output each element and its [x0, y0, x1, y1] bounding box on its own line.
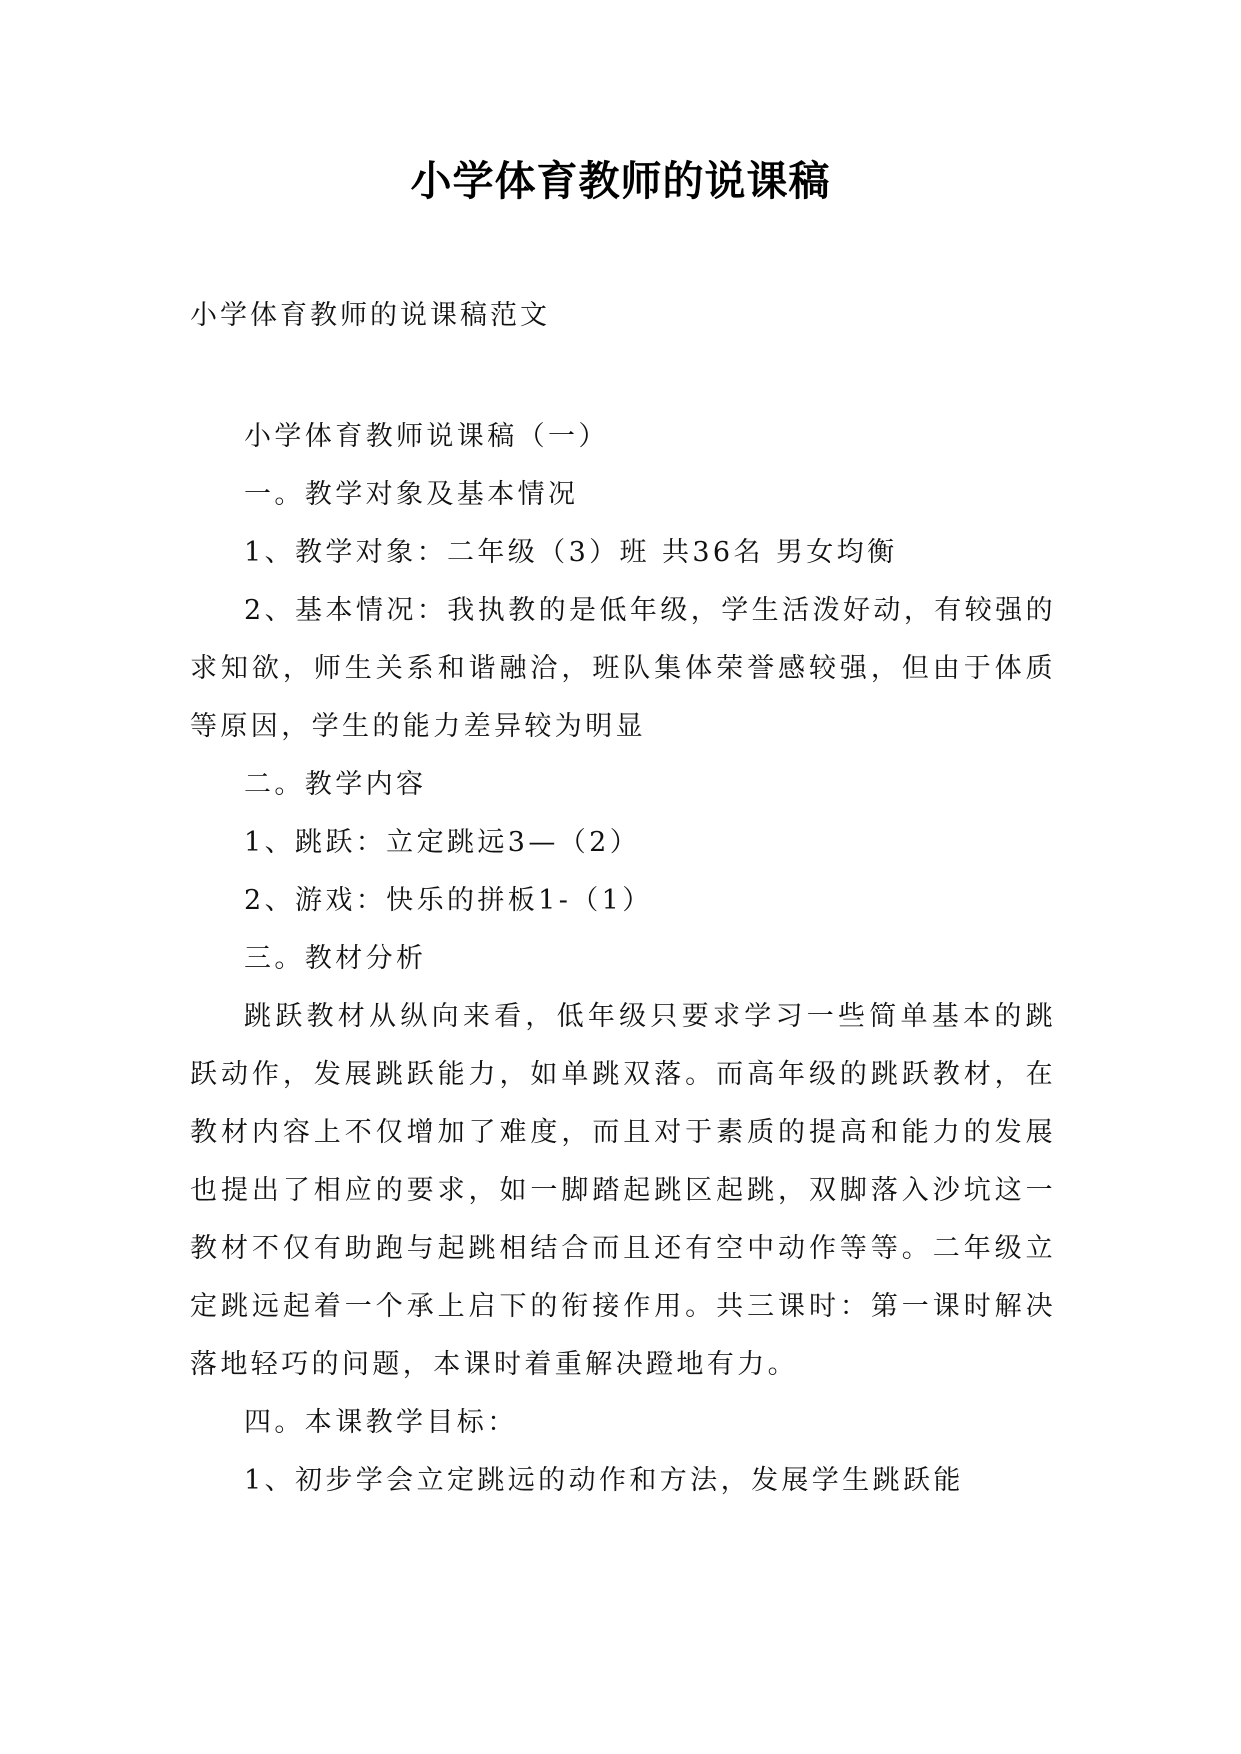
paragraph: 2、基本情况：我执教的是低年级，学生活泼好动，有较强的求知欲，师生关系和谐融洽，班队集体荣誉感较强，但由于体质等原因，学生的能力差异较为明显	[190, 595, 1056, 742]
paragraph: 2、游戏：快乐的拼板1-（1）	[244, 885, 653, 916]
document-title: 小学体育教师的说课稿	[410, 157, 831, 205]
paragraph-heading-4: 四。本课教学目标：	[244, 1407, 518, 1438]
paragraph-section-heading: 小学体育教师说课稿（一）	[244, 421, 609, 452]
paragraph: 1、教学对象：二年级（3）班 共36名 男女均衡	[244, 537, 898, 568]
paragraph-heading-1: 一。教学对象及基本情况	[244, 479, 579, 510]
document-subtitle: 小学体育教师的说课稿范文	[190, 300, 550, 331]
paragraph: 1、跳跃：立定跳远3—（2）	[244, 827, 641, 858]
paragraph-heading-2: 二。教学内容	[244, 769, 427, 800]
paragraph-heading-3: 三。教材分析	[244, 943, 427, 974]
paragraph: 跳跃教材从纵向来看，低年级只要求学习一些简单基本的跳跃动作，发展跳跃能力，如单跳双落。而高年级的跳跃教材，在教材内容上不仅增加了难度，而且对于素质的提高和能力的发展也提出了相应的要求，如一脚踏起跳区起跳，双脚落入沙坑这一教材不仅有助跑与起跳相结合而且还有空中动作等等。二年级立定跳远起着一个承上启下的衔接作用。共三课时：第一课时解决落地轻巧的问题，本课时着重解决蹬地有力。	[190, 1001, 1056, 1380]
document-body	[190, 408, 1056, 1510]
paragraph: 1、初步学会立定跳远的动作和方法，发展学生跳跃能	[244, 1465, 964, 1496]
